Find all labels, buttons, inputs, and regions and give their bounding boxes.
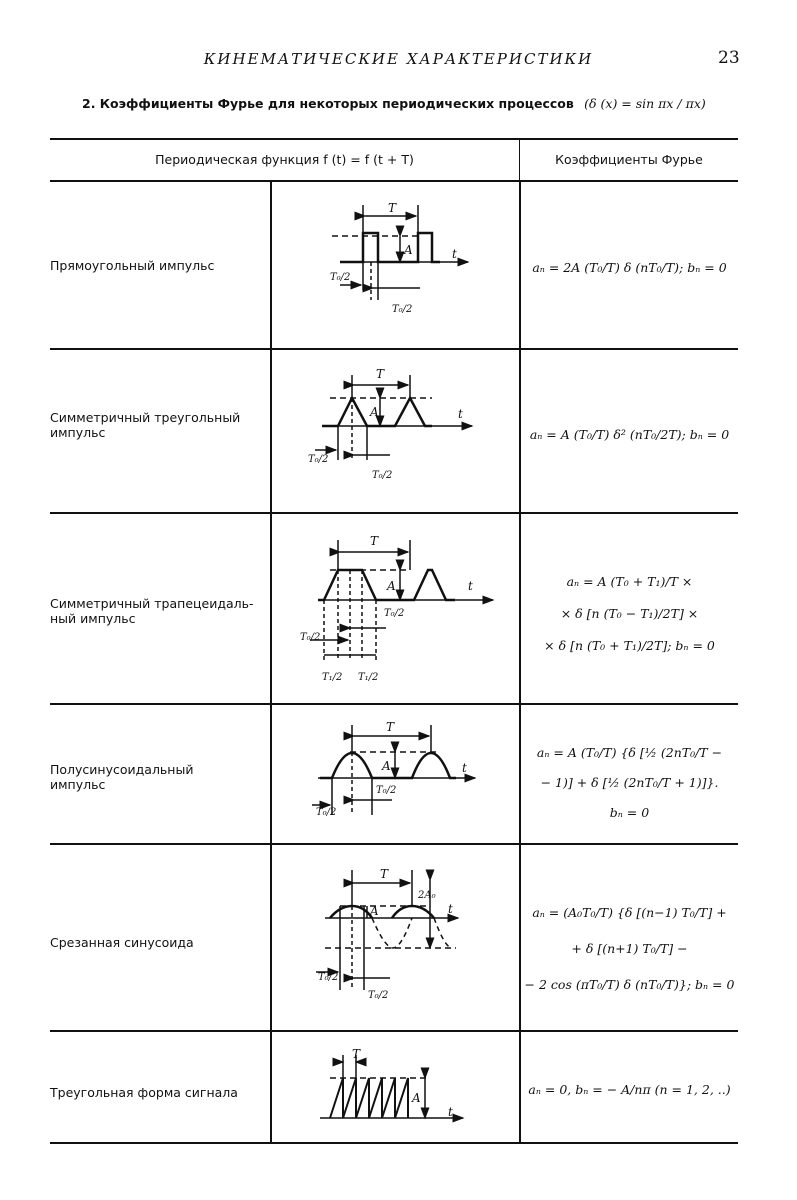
header-function: Периодическая функция f (t) = f (t + T) [155,152,414,167]
label-time: t [448,902,453,916]
label-period: T [380,867,389,881]
formula-line: aₙ = 2A (T₀/T) δ (nT₀/T); bₙ = 0 [532,260,727,275]
formula-line: − 1)] + δ [½ (2nT₀/T + 1)]}. [540,775,719,790]
row-name-rect: Прямоугольный импульс [50,258,215,273]
formula-line: aₙ = A (T₀ + T₁)/T × [566,574,693,589]
label-time: t [462,761,467,775]
label-period: T [352,1047,361,1061]
label-period: T [386,720,395,734]
label-period: T [370,534,379,548]
formula-line: aₙ = A (T₀/T) {δ [½ (2nT₀/T − [536,745,723,760]
label-half-t0: T₀/2 [330,272,351,283]
label-amplitude2: 2A₀ [418,890,436,901]
label-half-t1: T₁/2 [322,672,343,683]
table-title-text: 2. Коэффициенты Фурье для некоторых периодических процессов [82,96,574,111]
label-amplitude: A [387,579,396,593]
formula-line: aₙ = (A₀T₀/T) {δ [(n−1) T₀/T] + [532,905,727,920]
label-amplitude: A [370,405,379,419]
label-half-t1: T₁/2 [358,672,379,683]
row-name-halfsine: Полусинусоидальный импульс [50,762,194,792]
label-half-t0: T₀/2 [368,990,389,1001]
label-period: T [376,367,385,381]
page-number: 23 [718,48,740,68]
label-time: t [452,247,457,261]
formula-line: × δ [n (T₀ + T₁)/2T]; bₙ = 0 [544,638,715,653]
formula-line: aₙ = 0, bₙ = − A/nπ (n = 1, 2, ..) [528,1082,731,1097]
label-time: t [468,579,473,593]
row-name-sawtooth: Треугольная форма сигнала [50,1085,238,1100]
title-formula: (δ (x) = sin πx / πx) [584,96,706,111]
label-half-t0: T₀/2 [316,807,337,818]
label-time: t [448,1105,453,1119]
label-half-t0: T₀/2 [376,785,397,796]
label-time: t [458,407,463,421]
label-half-t0: T₀/2 [300,632,321,643]
header-coefficients: Коэффициенты Фурье [555,152,703,167]
running-head: КИНЕМАТИЧЕСКИЕ ХАРАКТЕРИСТИКИ [203,50,594,68]
label-half-t0: T₀/2 [308,454,329,465]
formula-line: × δ [n (T₀ − T₁)/2T] × [560,606,699,621]
row-name-triangle: Симметричный треугольный импульс [50,410,241,440]
formula-line: + δ [(n+1) T₀/T] − [571,941,688,956]
formula-line: aₙ = A (T₀/T) δ² (nT₀/2T); bₙ = 0 [529,427,730,442]
formula-line: − 2 cos (πT₀/T) δ (nT₀/T)}; bₙ = 0 [524,977,735,992]
row-name-clipped: Срезанная синусоида [50,935,194,950]
label-half-t0: T₀/2 [384,608,405,619]
label-period: T [388,201,397,215]
label-amplitude: A [370,904,379,918]
label-amplitude: A [382,759,391,773]
label-half-t0: T₀/2 [372,470,393,481]
label-half-t0: T₀/2 [392,304,413,315]
label-amplitude: A [412,1091,421,1105]
row-name-trapezoid: Симметричный трапецеидаль-ный импульс [50,596,254,626]
formula-line: bₙ = 0 [609,805,650,820]
label-half-t0: T₀/2 [318,972,339,983]
label-amplitude: A [404,243,413,257]
